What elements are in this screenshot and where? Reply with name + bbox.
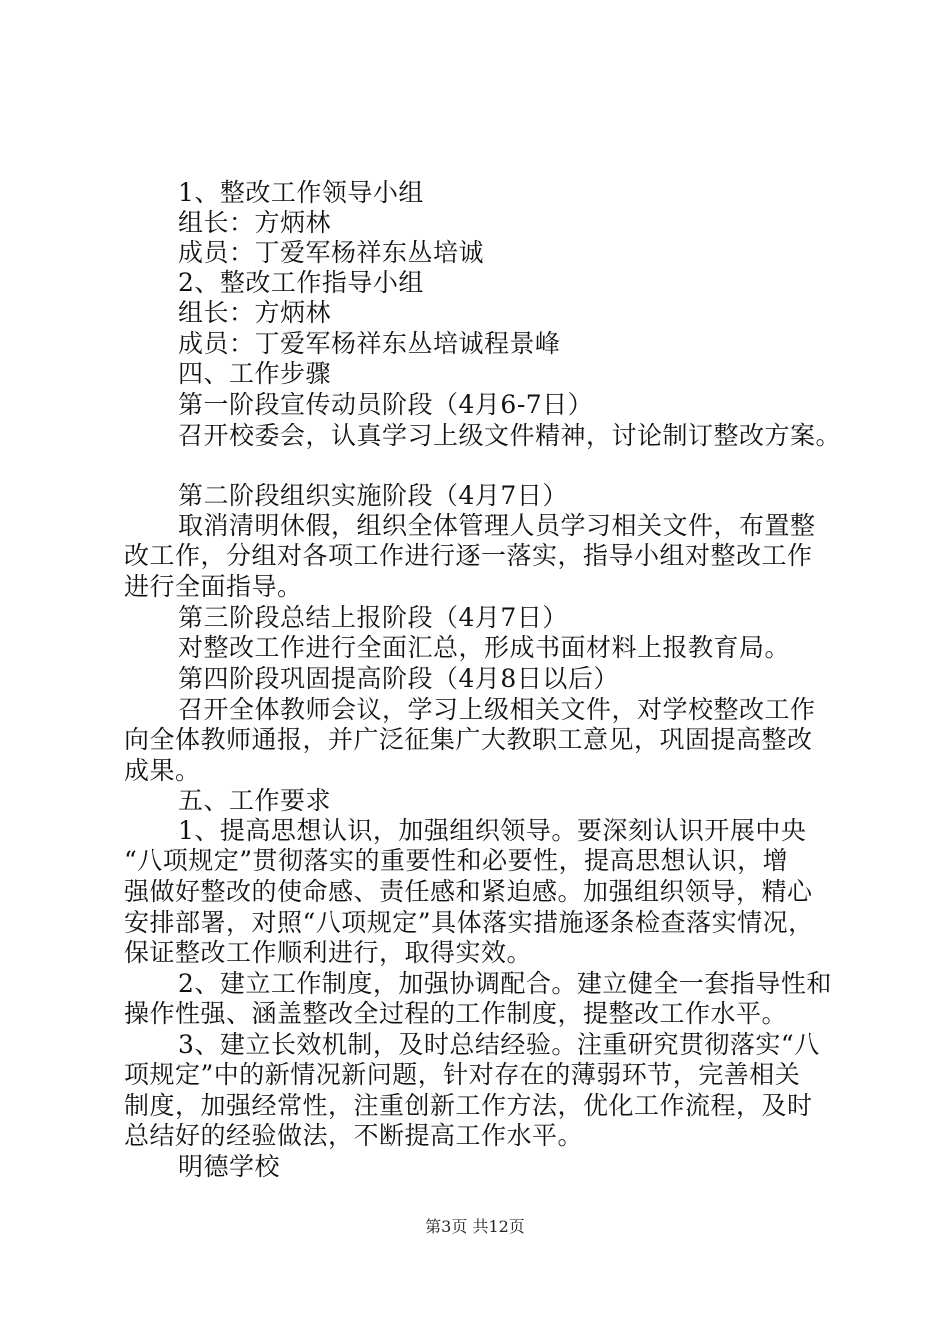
- signature-school: 明德学校: [178, 1152, 281, 1181]
- doc-line: 召开全体教师会议，学习上级相关文件，对学校整改工作: [178, 695, 816, 724]
- doc-line: 召开校委会，认真学习上级文件精神，讨论制订整改方案。: [178, 421, 842, 450]
- doc-line: 项规定”中的新情况新问题，针对存在的薄弱环节，完善相关: [124, 1060, 801, 1089]
- doc-line: “八项规定”贯彻落实的重要性和必要性，提高思想认识，增: [124, 846, 789, 875]
- doc-line: 改工作，分组对各项工作进行逐一落实，指导小组对整改工作: [124, 541, 813, 570]
- doc-line: 成员：丁爱军杨祥东丛培诚程景峰: [178, 329, 561, 358]
- doc-line: 3、建立长效机制，及时总结经验。注重研究贯彻落实“八: [178, 1030, 820, 1059]
- section-heading: 四、工作步骤: [178, 359, 332, 388]
- doc-line: 总结好的经验做法，不断提高工作水平。: [124, 1121, 584, 1150]
- stage-heading: 第四阶段巩固提高阶段（4月8日以后）: [178, 664, 619, 693]
- stage-heading: 第二阶段组织实施阶段（4月7日）: [178, 481, 568, 510]
- stage-heading: 第三阶段总结上报阶段（4月7日）: [178, 603, 568, 632]
- stage-heading: 第一阶段宣传动员阶段（4月6-7日）: [178, 390, 594, 419]
- doc-line: 取消清明休假，组织全体管理人员学习相关文件，布置整: [178, 511, 816, 540]
- doc-line: 组长：方炳林: [178, 298, 332, 327]
- doc-line: 2、整改工作指导小组: [178, 268, 424, 297]
- doc-line: 1、提高思想认识，加强组织领导。要深刻认识开展中央: [178, 816, 807, 845]
- doc-line: 强做好整改的使命感、责任感和紧迫感。加强组织领导，精心: [124, 877, 813, 906]
- section-heading: 五、工作要求: [178, 786, 332, 815]
- doc-line: 操作性强、涵盖整改全过程的工作制度，提整改工作水平。: [124, 999, 788, 1028]
- doc-line: 保证整改工作顺利进行，取得实效。: [124, 938, 533, 967]
- doc-line: 制度，加强经常性，注重创新工作方法，优化工作流程，及时: [124, 1091, 813, 1120]
- doc-line: 安排部署，对照“八项规定”具体落实措施逐条检查落实情况，: [124, 908, 814, 937]
- doc-line: 组长：方炳林: [178, 208, 332, 237]
- doc-line: 对整改工作进行全面汇总，形成书面材料上报教育局。: [178, 633, 791, 662]
- doc-line: 成员：丁爱军杨祥东丛培诚: [178, 238, 485, 267]
- page-number: 第3页 共12页: [425, 1217, 525, 1236]
- doc-line: 进行全面指导。: [124, 572, 303, 601]
- doc-line: 向全体教师通报，并广泛征集广大教职工意见，巩固提高整改: [124, 725, 813, 754]
- doc-line: 1、整改工作领导小组: [178, 178, 424, 207]
- doc-line: 2、建立工作制度，加强协调配合。建立健全一套指导性和: [178, 969, 832, 998]
- doc-line: 成果。: [124, 756, 201, 785]
